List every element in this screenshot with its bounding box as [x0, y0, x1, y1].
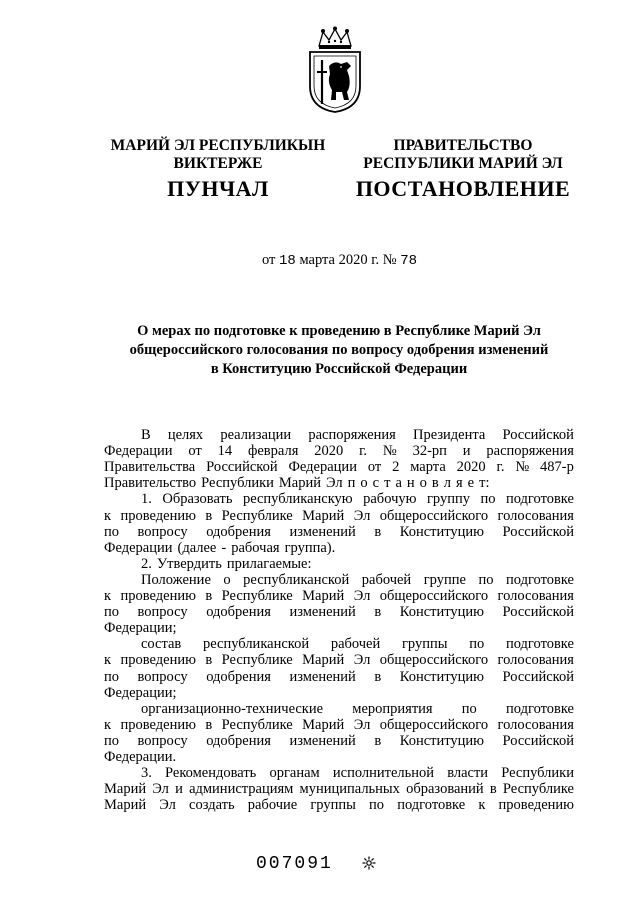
body-line [104, 604, 574, 620]
body-word: республиканской [203, 636, 310, 653]
header-right-line1: ПРАВИТЕЛЬСТВО [393, 137, 533, 154]
body-word: 14 [217, 443, 233, 460]
body-line [104, 620, 574, 636]
body-word: голосования [497, 716, 574, 733]
body-word: в [374, 732, 382, 749]
body-word: Образовать [162, 491, 233, 508]
body-word: одобрения [206, 523, 271, 540]
body-word: в [431, 475, 439, 492]
body-word: Федерации [288, 459, 357, 476]
body-word: Конституцию [399, 604, 484, 621]
body-word: группу [426, 491, 470, 508]
body-word: изменений [289, 523, 356, 540]
body-word: Марий [104, 781, 147, 798]
body-line [104, 508, 574, 524]
document-serial-number: 007091 [256, 854, 333, 874]
body-word: вопросу [137, 732, 188, 749]
body-word: г. [496, 459, 505, 476]
body-word: Республике [221, 588, 293, 604]
body-word: Эл [159, 797, 176, 814]
body-word: Конституцию [399, 732, 484, 749]
body-word: Марий [302, 716, 345, 733]
body-word: Республике [502, 781, 574, 798]
body-word: мероприятия [352, 700, 433, 717]
body-word: голосования [497, 588, 574, 604]
body-word: по [104, 732, 120, 749]
body-word: 2020 [456, 459, 486, 476]
header-left-decree: ПУНЧАЛ [167, 176, 269, 201]
asterisk-mark-icon [362, 856, 376, 870]
body-word: от [188, 443, 202, 460]
body-word: Марий [104, 797, 147, 814]
body-word: вопросу [137, 523, 188, 540]
body-word: проведению [120, 652, 196, 669]
body-word: Марий [302, 507, 345, 524]
decree-date-line [262, 252, 417, 269]
body-line [141, 701, 574, 717]
body-word: республиканской [243, 571, 350, 588]
header-right-decree: ПОСТАНОВЛЕНИЕ [355, 176, 571, 201]
body-word: 2. [141, 555, 152, 572]
body-word: 2020 [314, 443, 344, 460]
body-line [141, 636, 574, 652]
body-word: рабочая [231, 539, 280, 556]
body-word: к [104, 716, 112, 733]
body-word: одобрения [206, 668, 271, 685]
body-word: образований [406, 781, 484, 798]
body-word: № [382, 443, 397, 460]
body-line [104, 588, 574, 604]
decree-title [104, 322, 574, 379]
body-line [104, 733, 574, 749]
date-prefix: от [262, 252, 276, 268]
body-word: рабочую [363, 491, 417, 508]
body-word: по [478, 571, 494, 588]
body-word: исполнительной [332, 765, 435, 782]
body-word: изменений [289, 604, 356, 621]
body-word: общероссийского [379, 588, 489, 604]
body-word: т: [479, 475, 490, 492]
body-word: Эл [353, 507, 371, 524]
body-word: Федерации [104, 443, 173, 460]
body-word: - [221, 539, 227, 556]
body-word: рабочей [361, 571, 412, 588]
body-word: Эл [326, 475, 343, 492]
body-word: 3. [141, 765, 152, 782]
body-line [141, 572, 574, 588]
body-word: вопросу [137, 668, 188, 685]
body-word: одобрения [206, 604, 271, 621]
body-word: в [374, 668, 382, 685]
body-word: Утвердить [156, 555, 222, 572]
body-word: создать [189, 797, 235, 814]
body-line [104, 685, 574, 701]
body-word: органам [269, 765, 320, 782]
title-line: О мерах по подготовке к проведению в Республике Марий Эл [137, 323, 541, 339]
body-word: Эл [353, 716, 371, 733]
body-word: Российской [502, 427, 574, 443]
body-word: Марий [278, 475, 322, 492]
body-word: проведению [120, 588, 196, 604]
body-word: по [469, 636, 485, 653]
body-line [104, 524, 574, 540]
decree-number: 78 [400, 253, 418, 269]
body-word: Конституцию [399, 523, 484, 540]
body-word: Правительства [104, 459, 196, 476]
body-word: распоряжения [308, 427, 396, 443]
body-word: в [489, 781, 497, 798]
body-word: Эл [353, 652, 371, 669]
body-word: в [205, 652, 213, 669]
header-left-line1: МАРИЙ ЭЛ РЕСПУБЛИКЫН [110, 137, 326, 154]
body-word: марта [410, 459, 446, 476]
body-word: проведению [498, 797, 574, 814]
body-word: республиканскую [242, 491, 353, 508]
body-word: а [395, 475, 402, 492]
body-line [104, 475, 574, 491]
body-word: Рекомендовать [165, 765, 257, 782]
body-word: с [372, 475, 380, 492]
body-word: е [467, 475, 475, 492]
body-word: о [223, 571, 231, 588]
body-word: в [374, 604, 382, 621]
date-day: 18 [279, 253, 296, 269]
body-word: муниципальных [299, 781, 400, 798]
body-word: Российской [502, 668, 574, 685]
body-line [141, 427, 574, 443]
body-word: В [141, 427, 151, 443]
body-word: Российской [502, 523, 574, 540]
body-word: п [347, 475, 356, 492]
body-line [104, 781, 574, 797]
body-word: целях [167, 427, 204, 443]
body-word: общероссийского [379, 652, 489, 669]
body-word: по [480, 491, 496, 508]
coat-of-arms-icon [305, 26, 365, 114]
body-word: общероссийского [379, 716, 489, 733]
body-word: 2 [392, 459, 400, 476]
body-word: реализации [220, 427, 292, 443]
body-word: к [104, 652, 112, 669]
body-word: Федерации. [104, 749, 177, 765]
body-word: к [104, 507, 112, 524]
body-word: о [419, 475, 427, 492]
body-word: Республике [221, 652, 293, 669]
body-word: № [515, 459, 530, 476]
body-word: в [205, 507, 213, 524]
body-word: вопросу [137, 604, 188, 621]
body-word: Федерации; [104, 684, 177, 701]
body-word: проведению [120, 507, 196, 524]
body-word: Федерации; [104, 620, 177, 637]
body-word: распоряжения [486, 443, 574, 460]
title-line: общероссийского голосования по вопросу одобрения изменений [129, 342, 549, 358]
body-word: Положение [141, 571, 211, 588]
body-word: 1. [141, 491, 152, 508]
header-right-line2: РЕСПУБЛИКИ МАРИЙ ЭЛ [363, 155, 563, 172]
body-word: я [456, 475, 463, 492]
body-word: общероссийского [379, 507, 489, 524]
body-word: по [104, 523, 120, 540]
title-line: в Конституцию Российской Федерации [210, 361, 468, 377]
body-word: подготовке [397, 797, 466, 814]
body-word: о [360, 475, 368, 492]
body-word: (далее [177, 539, 217, 556]
body-word: Марий [302, 588, 345, 604]
body-word: по [104, 604, 120, 621]
body-word: рабочие [247, 797, 298, 814]
body-word: Федерации [104, 539, 173, 556]
body-word: рабочей [330, 636, 381, 653]
body-word: власти [447, 765, 489, 782]
body-word: подготовке [505, 491, 574, 508]
body-word: т [384, 475, 391, 492]
body-word: по [369, 797, 385, 814]
body-word: организационно-технические [141, 700, 324, 717]
body-word: Российской [502, 604, 574, 621]
body-word: Президента [412, 427, 486, 443]
body-word: Эл [152, 781, 169, 798]
body-word: в [374, 523, 382, 540]
body-word: подготовке [505, 571, 574, 588]
body-line [104, 749, 574, 765]
body-word: г. [359, 443, 368, 460]
body-word: Эл [353, 588, 371, 604]
body-word: группы [310, 797, 356, 814]
body-line [141, 765, 574, 781]
body-word: Российской [206, 459, 278, 476]
body-word: голосования [497, 507, 574, 524]
body-word: подготовке [506, 700, 574, 717]
body-word: группы [401, 636, 448, 653]
body-line [141, 556, 574, 572]
body-word: одобрения [206, 732, 271, 749]
body-word: Республике [221, 507, 293, 524]
header-left-line2: ВИКТЕРЖЕ [173, 155, 263, 172]
body-word: Республики [501, 765, 574, 782]
body-line [104, 443, 574, 459]
body-word: прилагаемые: [226, 555, 312, 572]
body-word: от [367, 459, 382, 476]
body-word: подготовке [505, 636, 574, 653]
body-word: администрациям [189, 781, 294, 798]
body-word: голосования [497, 652, 574, 669]
body-word: изменений [289, 668, 356, 685]
body-word: л [443, 475, 451, 492]
body-line [104, 797, 574, 813]
body-line [104, 717, 574, 733]
body-word: в [205, 588, 213, 604]
body-word: проведению [120, 716, 196, 733]
date-month-year: марта 2020 г. № [299, 252, 397, 268]
body-word: Марий [302, 652, 345, 669]
body-word: Конституцию [399, 668, 484, 685]
body-word: изменений [289, 732, 356, 749]
body-word: 32-рп [412, 443, 447, 460]
body-line [104, 669, 574, 685]
body-word: Правительство [104, 475, 197, 492]
body-word: 487-р [540, 459, 574, 476]
body-word: к [104, 588, 112, 604]
body-line [104, 652, 574, 668]
body-word: в [205, 716, 213, 733]
body-word: по [104, 668, 120, 685]
body-word: Республики [201, 475, 274, 492]
body-word: и [175, 781, 183, 798]
body-word: февраля [247, 443, 299, 460]
body-line [141, 491, 574, 507]
body-line [104, 540, 574, 556]
body-word: и [462, 443, 471, 460]
body-line [104, 459, 574, 475]
body-word: группе [423, 571, 466, 588]
body-word: Республике [221, 716, 293, 733]
body-word: н [406, 475, 415, 492]
body-word: к [478, 797, 486, 814]
body-word: по [461, 700, 477, 717]
body-word: состав [141, 636, 182, 653]
body-word: Российской [502, 732, 574, 749]
body-word: группа). [284, 539, 336, 556]
